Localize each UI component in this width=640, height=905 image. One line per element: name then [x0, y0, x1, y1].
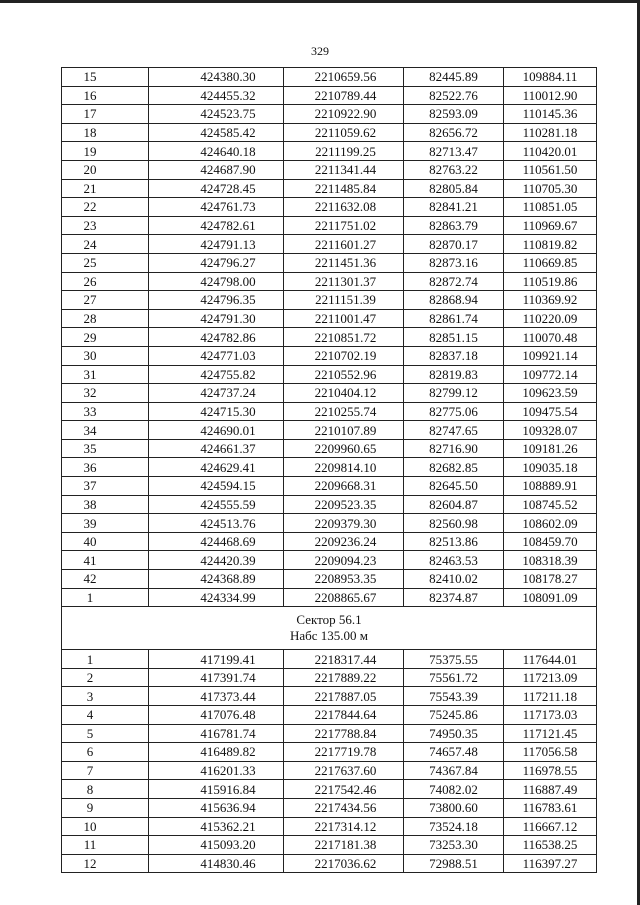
x-coordinate-cell: 424690.01 [149, 421, 284, 440]
y-local-cell: 108091.09 [504, 588, 597, 607]
point-number-cell: 40 [62, 532, 149, 551]
point-number-cell: 32 [62, 384, 149, 403]
x-coordinate-cell: 424420.39 [149, 551, 284, 570]
point-number-cell: 10 [62, 817, 149, 836]
y-local-cell: 116538.25 [504, 836, 597, 855]
y-local-cell: 110819.82 [504, 235, 597, 254]
x-local-cell: 82716.90 [404, 439, 504, 458]
y-local-cell: 109884.11 [504, 68, 597, 87]
x-local-cell: 82799.12 [404, 384, 504, 403]
point-number-cell: 22 [62, 198, 149, 217]
table-row [62, 854, 597, 873]
point-number-cell: 3 [62, 687, 149, 706]
y-coordinate-cell: 2210922.90 [284, 105, 404, 124]
y-local-cell: 109772.14 [504, 365, 597, 384]
y-coordinate-cell: 2208865.67 [284, 588, 404, 607]
point-number-cell: 4 [62, 706, 149, 725]
y-coordinate-cell: 2211601.27 [284, 235, 404, 254]
table-row [62, 798, 597, 817]
point-number-cell: 30 [62, 346, 149, 365]
x-local-cell: 82410.02 [404, 570, 504, 589]
page-top-border [0, 0, 640, 3]
y-coordinate-cell: 2211451.36 [284, 253, 404, 272]
x-local-cell: 82870.17 [404, 235, 504, 254]
y-coordinate-cell: 2210702.19 [284, 346, 404, 365]
x-local-cell: 82851.15 [404, 328, 504, 347]
x-local-cell: 74367.84 [404, 761, 504, 780]
table-row [62, 761, 597, 780]
x-local-cell: 75375.55 [404, 650, 504, 669]
x-coordinate-cell: 424455.32 [149, 86, 284, 105]
y-local-cell: 108745.52 [504, 495, 597, 514]
y-local-cell: 117211.18 [504, 687, 597, 706]
y-coordinate-cell: 2217887.05 [284, 687, 404, 706]
y-local-cell: 108459.70 [504, 532, 597, 551]
y-local-cell: 108318.39 [504, 551, 597, 570]
point-number-cell: 12 [62, 854, 149, 873]
point-number-cell: 5 [62, 724, 149, 743]
y-coordinate-cell: 2217314.12 [284, 817, 404, 836]
x-coordinate-cell: 424737.24 [149, 384, 284, 403]
table-row [62, 532, 597, 551]
table-row [62, 836, 597, 855]
point-number-cell: 29 [62, 328, 149, 347]
point-number-cell: 33 [62, 402, 149, 421]
table-row [62, 365, 597, 384]
x-coordinate-cell: 417373.44 [149, 687, 284, 706]
point-number-cell: 16 [62, 86, 149, 105]
x-coordinate-cell: 415362.21 [149, 817, 284, 836]
table-row [62, 687, 597, 706]
y-coordinate-cell: 2209379.30 [284, 514, 404, 533]
table-row [62, 514, 597, 533]
y-local-cell: 109475.54 [504, 402, 597, 421]
point-number-cell: 19 [62, 142, 149, 161]
x-local-cell: 82775.06 [404, 402, 504, 421]
x-local-cell: 82560.98 [404, 514, 504, 533]
table-row [62, 668, 597, 687]
y-local-cell: 108889.91 [504, 477, 597, 496]
y-coordinate-cell: 2210404.12 [284, 384, 404, 403]
y-coordinate-cell: 2217036.62 [284, 854, 404, 873]
x-local-cell: 82522.76 [404, 86, 504, 105]
x-coordinate-cell: 424640.18 [149, 142, 284, 161]
x-coordinate-cell: 424661.37 [149, 439, 284, 458]
table-row [62, 346, 597, 365]
table-row [62, 68, 597, 87]
point-number-cell: 42 [62, 570, 149, 589]
y-local-cell: 117173.03 [504, 706, 597, 725]
x-coordinate-cell: 424334.99 [149, 588, 284, 607]
y-coordinate-cell: 2210851.72 [284, 328, 404, 347]
x-local-cell: 82805.84 [404, 179, 504, 198]
point-number-cell: 9 [62, 798, 149, 817]
y-local-cell: 109181.26 [504, 439, 597, 458]
y-coordinate-cell: 2209960.65 [284, 439, 404, 458]
x-local-cell: 82868.94 [404, 291, 504, 310]
y-local-cell: 117121.45 [504, 724, 597, 743]
table-row [62, 780, 597, 799]
x-coordinate-cell: 424798.00 [149, 272, 284, 291]
y-coordinate-cell: 2217889.22 [284, 668, 404, 687]
point-number-cell: 1 [62, 588, 149, 607]
y-coordinate-cell: 2209094.23 [284, 551, 404, 570]
table-row [62, 105, 597, 124]
y-local-cell: 110012.90 [504, 86, 597, 105]
y-local-cell: 110420.01 [504, 142, 597, 161]
point-number-cell: 6 [62, 743, 149, 762]
y-coordinate-cell: 2211632.08 [284, 198, 404, 217]
point-number-cell: 24 [62, 235, 149, 254]
y-coordinate-cell: 2210552.96 [284, 365, 404, 384]
x-coordinate-cell: 416489.82 [149, 743, 284, 762]
y-coordinate-cell: 2211485.84 [284, 179, 404, 198]
point-number-cell: 41 [62, 551, 149, 570]
table-row [62, 458, 597, 477]
point-number-cell: 17 [62, 105, 149, 124]
x-coordinate-cell: 424585.42 [149, 123, 284, 142]
table-row [62, 384, 597, 403]
y-coordinate-cell: 2211751.02 [284, 216, 404, 235]
table-row [62, 817, 597, 836]
y-coordinate-cell: 2211199.25 [284, 142, 404, 161]
y-local-cell: 110369.92 [504, 291, 597, 310]
table-row [62, 743, 597, 762]
y-local-cell: 109623.59 [504, 384, 597, 403]
x-coordinate-cell: 424755.82 [149, 365, 284, 384]
point-number-cell: 25 [62, 253, 149, 272]
x-coordinate-cell: 415093.20 [149, 836, 284, 855]
y-coordinate-cell: 2217542.46 [284, 780, 404, 799]
y-local-cell: 110705.30 [504, 179, 597, 198]
point-number-cell: 37 [62, 477, 149, 496]
table-row [62, 86, 597, 105]
x-coordinate-cell: 424380.30 [149, 68, 284, 87]
x-coordinate-cell: 424513.76 [149, 514, 284, 533]
y-coordinate-cell: 2217844.64 [284, 706, 404, 725]
y-coordinate-cell: 2209814.10 [284, 458, 404, 477]
x-local-cell: 82763.22 [404, 160, 504, 179]
y-local-cell: 109035.18 [504, 458, 597, 477]
x-local-cell: 82713.47 [404, 142, 504, 161]
table-row [62, 650, 597, 669]
point-number-cell: 39 [62, 514, 149, 533]
y-coordinate-cell: 2210107.89 [284, 421, 404, 440]
table-row [62, 142, 597, 161]
x-coordinate-cell: 424523.75 [149, 105, 284, 124]
table-row [62, 588, 597, 607]
x-coordinate-cell: 424368.89 [149, 570, 284, 589]
x-local-cell: 82604.87 [404, 495, 504, 514]
y-coordinate-cell: 2217637.60 [284, 761, 404, 780]
x-coordinate-cell: 424782.86 [149, 328, 284, 347]
x-coordinate-cell: 414830.46 [149, 854, 284, 873]
table-row [62, 272, 597, 291]
y-local-cell: 117056.58 [504, 743, 597, 762]
y-local-cell: 116978.55 [504, 761, 597, 780]
x-local-cell: 82645.50 [404, 477, 504, 496]
x-coordinate-cell: 424791.13 [149, 235, 284, 254]
y-local-cell: 110220.09 [504, 309, 597, 328]
x-coordinate-cell: 424782.61 [149, 216, 284, 235]
y-local-cell: 110519.86 [504, 272, 597, 291]
x-local-cell: 73524.18 [404, 817, 504, 836]
y-local-cell: 116887.49 [504, 780, 597, 799]
y-local-cell: 117213.09 [504, 668, 597, 687]
x-local-cell: 82841.21 [404, 198, 504, 217]
table-row [62, 706, 597, 725]
y-coordinate-cell: 2211059.62 [284, 123, 404, 142]
y-coordinate-cell: 2211151.39 [284, 291, 404, 310]
point-number-cell: 35 [62, 439, 149, 458]
y-coordinate-cell: 2217181.38 [284, 836, 404, 855]
point-number-cell: 20 [62, 160, 149, 179]
y-coordinate-cell: 2210789.44 [284, 86, 404, 105]
table-row [62, 291, 597, 310]
x-coordinate-cell: 416201.33 [149, 761, 284, 780]
x-coordinate-cell: 424728.45 [149, 179, 284, 198]
y-local-cell: 110851.05 [504, 198, 597, 217]
x-local-cell: 82873.16 [404, 253, 504, 272]
x-local-cell: 82861.74 [404, 309, 504, 328]
y-coordinate-cell: 2209523.35 [284, 495, 404, 514]
table-row [62, 495, 597, 514]
section-title: Сектор 56.1 [296, 612, 362, 628]
table-row [62, 235, 597, 254]
x-coordinate-cell: 424771.03 [149, 346, 284, 365]
section-header [62, 607, 597, 650]
x-local-cell: 74657.48 [404, 743, 504, 762]
x-coordinate-cell: 417391.74 [149, 668, 284, 687]
x-coordinate-cell: 424594.15 [149, 477, 284, 496]
y-local-cell: 110145.36 [504, 105, 597, 124]
x-coordinate-cell: 415636.94 [149, 798, 284, 817]
y-local-cell: 116783.61 [504, 798, 597, 817]
x-coordinate-cell: 424687.90 [149, 160, 284, 179]
x-local-cell: 82445.89 [404, 68, 504, 87]
x-local-cell: 73800.60 [404, 798, 504, 817]
table-row [62, 551, 597, 570]
table-row [62, 477, 597, 496]
table-row [62, 439, 597, 458]
x-coordinate-cell: 424796.35 [149, 291, 284, 310]
x-local-cell: 82837.18 [404, 346, 504, 365]
table-body-top [62, 68, 597, 607]
x-local-cell: 75561.72 [404, 668, 504, 687]
table-row [62, 309, 597, 328]
y-local-cell: 116397.27 [504, 854, 597, 873]
y-local-cell: 108602.09 [504, 514, 597, 533]
x-local-cell: 74082.02 [404, 780, 504, 799]
x-local-cell: 75543.39 [404, 687, 504, 706]
point-number-cell: 8 [62, 780, 149, 799]
table-row [62, 123, 597, 142]
x-local-cell: 82463.53 [404, 551, 504, 570]
coordinates-table [61, 67, 597, 873]
table-row [62, 402, 597, 421]
x-local-cell: 82872.74 [404, 272, 504, 291]
table-body-bottom [62, 650, 597, 873]
section-row [62, 607, 597, 650]
x-local-cell: 75245.86 [404, 706, 504, 725]
y-coordinate-cell: 2210255.74 [284, 402, 404, 421]
x-coordinate-cell: 424468.69 [149, 532, 284, 551]
x-local-cell: 72988.51 [404, 854, 504, 873]
point-number-cell: 36 [62, 458, 149, 477]
table-row [62, 216, 597, 235]
point-number-cell: 15 [62, 68, 149, 87]
table-row [62, 179, 597, 198]
y-coordinate-cell: 2208953.35 [284, 570, 404, 589]
y-local-cell: 116667.12 [504, 817, 597, 836]
y-coordinate-cell: 2217719.78 [284, 743, 404, 762]
point-number-cell: 1 [62, 650, 149, 669]
point-number-cell: 34 [62, 421, 149, 440]
x-coordinate-cell: 417199.41 [149, 650, 284, 669]
table-row [62, 160, 597, 179]
point-number-cell: 31 [62, 365, 149, 384]
x-local-cell: 74950.35 [404, 724, 504, 743]
point-number-cell: 2 [62, 668, 149, 687]
y-local-cell: 110070.48 [504, 328, 597, 347]
y-coordinate-cell: 2218317.44 [284, 650, 404, 669]
point-number-cell: 26 [62, 272, 149, 291]
section-subtitle: Набс 135.00 м [289, 628, 369, 644]
y-coordinate-cell: 2211341.44 [284, 160, 404, 179]
x-coordinate-cell: 424761.73 [149, 198, 284, 217]
x-coordinate-cell: 424629.41 [149, 458, 284, 477]
x-local-cell: 82513.86 [404, 532, 504, 551]
x-local-cell: 82656.72 [404, 123, 504, 142]
table-row [62, 198, 597, 217]
y-local-cell: 109921.14 [504, 346, 597, 365]
x-local-cell: 82374.87 [404, 588, 504, 607]
point-number-cell: 18 [62, 123, 149, 142]
y-local-cell: 110281.18 [504, 123, 597, 142]
x-local-cell: 82819.83 [404, 365, 504, 384]
table-row [62, 328, 597, 347]
y-local-cell: 110561.50 [504, 160, 597, 179]
y-coordinate-cell: 2209236.24 [284, 532, 404, 551]
x-coordinate-cell: 417076.48 [149, 706, 284, 725]
x-coordinate-cell: 424796.27 [149, 253, 284, 272]
y-coordinate-cell: 2217788.84 [284, 724, 404, 743]
point-number-cell: 11 [62, 836, 149, 855]
y-local-cell: 117644.01 [504, 650, 597, 669]
y-local-cell: 108178.27 [504, 570, 597, 589]
y-local-cell: 110669.85 [504, 253, 597, 272]
x-local-cell: 82682.85 [404, 458, 504, 477]
point-number-cell: 23 [62, 216, 149, 235]
x-local-cell: 82863.79 [404, 216, 504, 235]
x-local-cell: 82593.09 [404, 105, 504, 124]
x-local-cell: 82747.65 [404, 421, 504, 440]
section-cell [62, 607, 597, 650]
table-row [62, 253, 597, 272]
table-row [62, 724, 597, 743]
x-coordinate-cell: 424555.59 [149, 495, 284, 514]
x-coordinate-cell: 424791.30 [149, 309, 284, 328]
y-coordinate-cell: 2210659.56 [284, 68, 404, 87]
point-number-cell: 28 [62, 309, 149, 328]
y-coordinate-cell: 2211301.37 [284, 272, 404, 291]
x-local-cell: 73253.30 [404, 836, 504, 855]
point-number-cell: 27 [62, 291, 149, 310]
point-number-cell: 38 [62, 495, 149, 514]
point-number-cell: 7 [62, 761, 149, 780]
page-number: 329 [311, 44, 329, 58]
x-coordinate-cell: 415916.84 [149, 780, 284, 799]
x-coordinate-cell: 424715.30 [149, 402, 284, 421]
table-row [62, 421, 597, 440]
y-coordinate-cell: 2211001.47 [284, 309, 404, 328]
table-row [62, 570, 597, 589]
point-number-cell: 21 [62, 179, 149, 198]
y-coordinate-cell: 2217434.56 [284, 798, 404, 817]
x-coordinate-cell: 416781.74 [149, 724, 284, 743]
y-local-cell: 110969.67 [504, 216, 597, 235]
y-local-cell: 109328.07 [504, 421, 597, 440]
y-coordinate-cell: 2209668.31 [284, 477, 404, 496]
